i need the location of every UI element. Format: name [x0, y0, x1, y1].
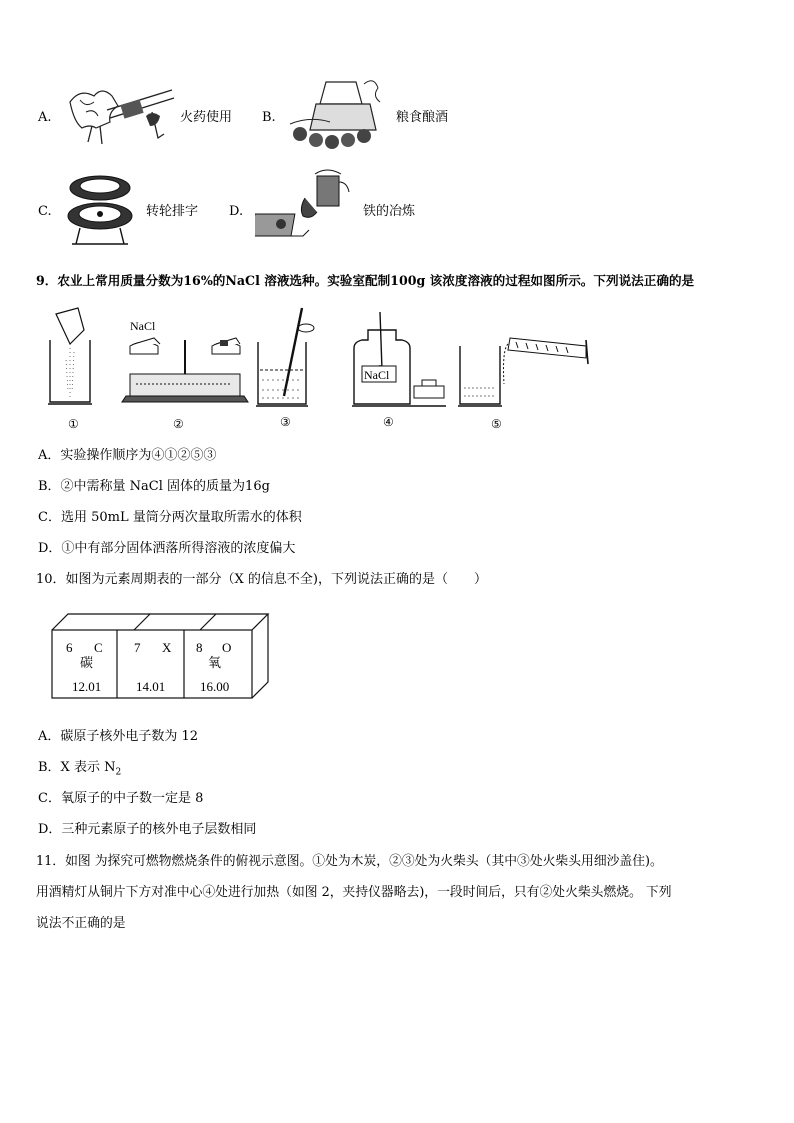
- cell-o-mass: 16.00: [200, 679, 230, 694]
- cell-o-symbol: O: [222, 640, 232, 655]
- q10-option-b-subscript: 2: [115, 767, 122, 778]
- q8-option-b-label: 粮食酿酒: [396, 110, 449, 125]
- step-label-2: ②: [173, 417, 184, 431]
- cell-c-number: 6: [66, 640, 73, 655]
- step3-beaker-stirring: [256, 308, 314, 406]
- q9-option-d: D．①中有部分固体洒落所得溶液的浓度偏大: [38, 541, 296, 556]
- iron-smelting-illustration: [255, 168, 355, 246]
- q11-line2: 用酒精灯从铜片下方对准中心④处进行加热（如图 2，夹持仪器略去)，一段时间后，只有②处火柴头燃烧。 下列: [36, 885, 672, 900]
- q8-option-d-label: 铁的冶炼: [363, 204, 416, 219]
- step2-balance: [122, 338, 248, 402]
- cell-c-name: 碳: [80, 656, 94, 671]
- brewing-illustration: [286, 78, 386, 158]
- step-label-4: ④: [383, 415, 394, 429]
- q8-option-c-label: 转轮排字: [146, 204, 199, 219]
- q8-option-c-letter: C.: [38, 204, 52, 219]
- cell-c-mass: 12.01: [72, 679, 102, 694]
- cell-x-mass: 14.01: [136, 679, 166, 694]
- step5-cylinder-pouring: [458, 338, 588, 406]
- q9-option-a: A．实验操作顺序为④①②⑤③: [38, 448, 217, 463]
- q9-stem: 9．农业上常用质量分数为16%的NaCl 溶液选种。实验室配制100g 该浓度溶液的过程如图所示。下列说法正确的是: [36, 273, 695, 288]
- q9-option-b: B．②中需称量 NaCl 固体的质量为16g: [38, 479, 270, 494]
- q8-option-a-letter: A.: [38, 110, 52, 125]
- q11-line1: 11．如图 为探究可燃物燃烧条件的俯视示意图。①处为木炭，②③处为火柴头（其中③处火柴头用细沙盖住)。: [36, 854, 663, 869]
- cell-x-number: 7: [134, 640, 141, 655]
- step-label-1: ①: [68, 417, 79, 431]
- rotary-type-illustration: [62, 170, 142, 250]
- q8-option-a-label: 火药使用: [180, 110, 233, 125]
- step-label-3: ③: [280, 415, 291, 429]
- q8-option-d-letter: D.: [229, 204, 244, 219]
- step-label-5: ⑤: [491, 417, 502, 431]
- step4-reagent-bottle: [352, 312, 446, 406]
- step1-beaker-pouring: [48, 308, 92, 404]
- q10-stem: 10．如图为元素周期表的一部分（X 的信息不全)，下列说法正确的是（ ）: [36, 572, 488, 587]
- cell-c-symbol: C: [94, 640, 103, 655]
- gunpowder-illustration: [62, 82, 177, 150]
- q10-option-b-text: B．X 表示 N: [38, 760, 116, 775]
- q10-option-a: A．碳原子核外电子数为 12: [38, 729, 199, 744]
- cell-x-symbol: X: [162, 640, 172, 655]
- balance-nacl-label: NaCl: [130, 319, 156, 333]
- q10-option-c: C．氧原子的中子数一定是 8: [38, 791, 204, 806]
- cell-o-name: 氧: [208, 656, 222, 671]
- q9-option-c: C．选用 50mL 量筒分两次量取所需水的体积: [38, 510, 302, 525]
- q11-line3: 说法不正确的是: [36, 916, 126, 931]
- q10-option-d: D．三种元素原子的核外电子层数相同: [38, 822, 257, 837]
- q10-option-b: [38, 760, 121, 781]
- bottle-nacl-label: NaCl: [364, 368, 390, 382]
- q9-solution-preparation-figure: [36, 300, 596, 438]
- cell-o-number: 8: [196, 640, 203, 655]
- q8-option-b-letter: B.: [262, 110, 276, 125]
